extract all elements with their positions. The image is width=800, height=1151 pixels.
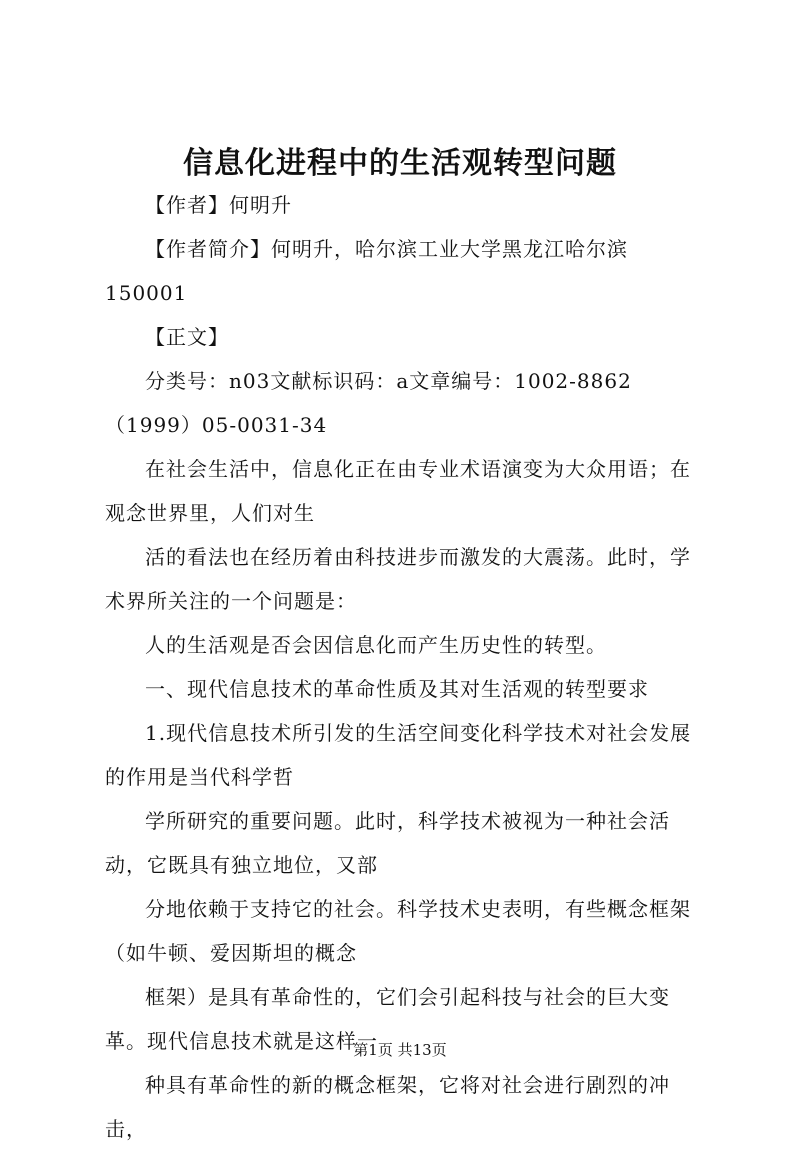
paragraph: 种具有革命性的新的概念框架，它将对社会进行剧烈的冲击， xyxy=(105,1073,670,1141)
section-heading: 一、现代信息技术的革命性质及其对生活观的转型要求 xyxy=(145,677,649,701)
paragraph: 学所研究的重要问题。此时，科学技术被视为一种社会活动，它既具有独立地位，又部 xyxy=(105,809,670,877)
paragraph-author: 【作者】何明升 xyxy=(145,193,292,217)
paragraph-author-bio: 【作者简介】何明升，哈尔滨工业大学黑龙江哈尔滨150001 xyxy=(105,237,628,305)
paragraph-classification: 分类号：n03文献标识码：a文章编号：1002-8862（1999）05-0031-34 xyxy=(105,369,632,437)
page-number-label: 第1页 共13页 xyxy=(353,1041,447,1059)
paragraph-body-label: 【正文】 xyxy=(145,325,229,349)
page-footer xyxy=(0,1040,800,1060)
document-body xyxy=(105,183,705,1151)
paragraph: 在社会生活中，信息化正在由专业术语演变为大众用语；在观念世界里，人们对生 xyxy=(105,457,691,525)
paragraph: 人的生活观是否会因信息化而产生历史性的转型。 xyxy=(145,633,607,657)
paragraph: 活的看法也在经历着由科技进步而激发的大震荡。此时，学术界所关注的一个问题是： xyxy=(105,545,691,613)
paragraph: 框架）是具有革命性的，它们会引起科技与社会的巨大变革。现代信息技术就是这样一 xyxy=(105,985,670,1053)
paragraph: 分地依赖于支持它的社会。科学技术史表明，有些概念框架（如牛顿、爱因斯坦的概念 xyxy=(105,897,691,965)
document-title: 信息化进程中的生活观转型问题 xyxy=(183,146,617,181)
paragraph: 1.现代信息技术所引发的生活空间变化科学技术对社会发展的作用是当代科学哲 xyxy=(105,721,692,789)
